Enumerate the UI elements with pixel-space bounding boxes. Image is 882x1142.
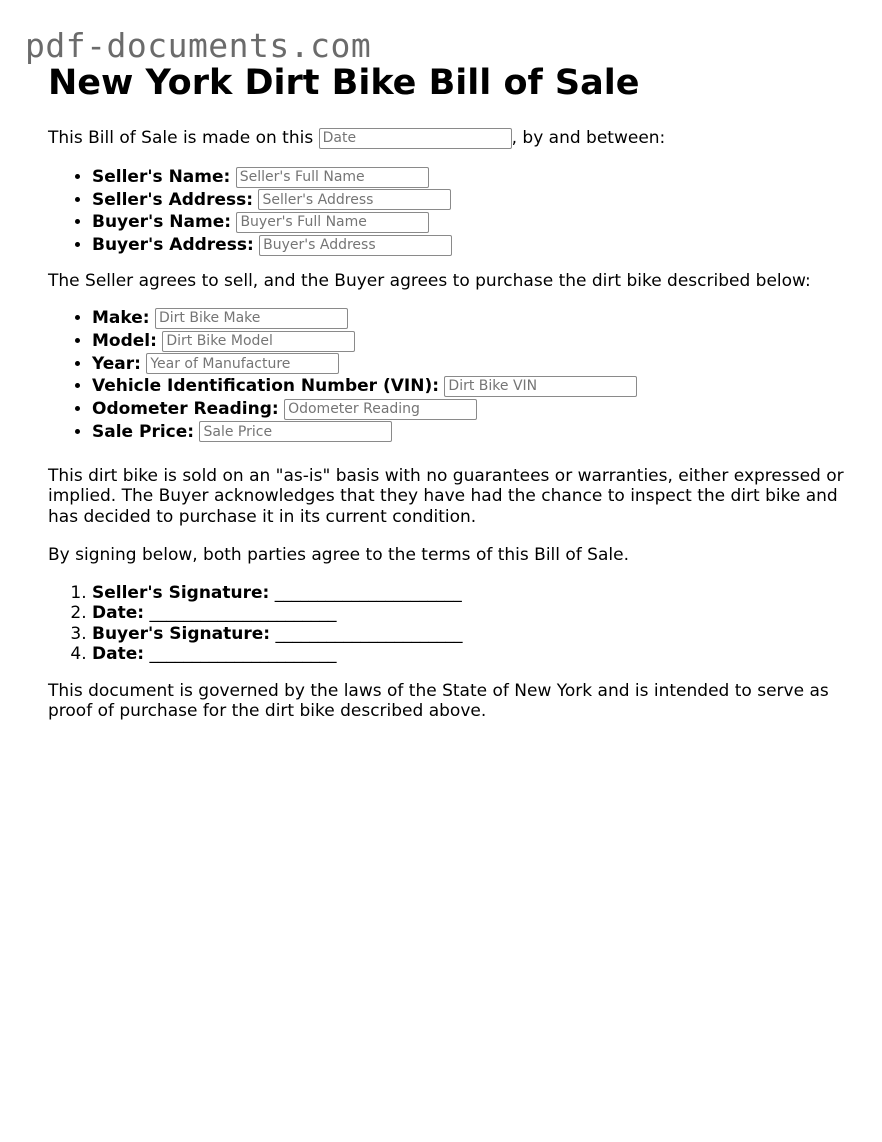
sign-intro-paragraph: By signing below, both parties agree to the terms of this Bill of Sale. bbox=[48, 545, 629, 566]
document-body bbox=[48, 58, 848, 722]
year-input[interactable] bbox=[146, 353, 339, 374]
buyer-address-input[interactable] bbox=[259, 235, 452, 256]
list-item bbox=[92, 421, 848, 444]
sale-price-input[interactable] bbox=[199, 421, 392, 442]
list-item bbox=[92, 603, 848, 624]
list-item bbox=[92, 644, 848, 665]
bike-details-list bbox=[48, 307, 848, 443]
sale-price-label: Sale Price: bbox=[92, 421, 195, 442]
odometer-label: Odometer Reading: bbox=[92, 399, 279, 420]
make-input[interactable] bbox=[155, 308, 348, 329]
seller-date-label: Date: bbox=[92, 603, 145, 624]
as-is-paragraph: This dirt bike is sold on an "as-is" basis with no guarantees or warranties, either expressed or implied. The Buyer acknowledges that they have had the chance to inspect the dirt bike and has decided to purchase it in its current condition. bbox=[48, 465, 844, 527]
intro-before: This Bill of Sale is made on this bbox=[48, 128, 314, 148]
buyer-address-label: Buyer's Address: bbox=[92, 235, 254, 256]
watermark: pdf-documents.com bbox=[25, 26, 372, 65]
seller-name-label: Seller's Name: bbox=[92, 167, 231, 187]
list-item bbox=[92, 353, 848, 376]
vin-label: Vehicle Identification Number (VIN): bbox=[92, 376, 440, 397]
buyer-date-line[interactable]: ______________________ bbox=[149, 644, 337, 665]
page-title: New York Dirt Bike Bill of Sale bbox=[48, 63, 640, 103]
model-label: Model: bbox=[92, 331, 157, 352]
list-item bbox=[92, 330, 848, 353]
seller-address-input[interactable] bbox=[258, 189, 451, 210]
model-input[interactable] bbox=[162, 331, 355, 352]
buyer-name-label: Buyer's Name: bbox=[92, 212, 232, 233]
governing-law-paragraph: This document is governed by the laws of the State of New York and is intended to serve as proof of purchase for the dirt bike described above. bbox=[48, 680, 829, 722]
buyer-name-input[interactable] bbox=[236, 212, 429, 233]
list-item bbox=[92, 166, 848, 189]
list-item bbox=[92, 211, 848, 234]
signatures-list bbox=[48, 583, 848, 665]
odometer-input[interactable] bbox=[284, 399, 477, 420]
vin-input[interactable] bbox=[444, 376, 637, 397]
date-input[interactable] bbox=[319, 128, 512, 149]
list-item bbox=[92, 398, 848, 421]
year-label: Year: bbox=[92, 353, 141, 374]
list-item bbox=[92, 624, 848, 645]
buyer-signature-label: Buyer's Signature: bbox=[92, 623, 271, 644]
seller-address-label: Seller's Address: bbox=[92, 189, 254, 210]
list-item bbox=[92, 307, 848, 330]
parties-list bbox=[48, 166, 848, 257]
list-item bbox=[92, 375, 848, 398]
buyer-signature-line[interactable]: ______________________ bbox=[275, 623, 463, 644]
seller-signature-label: Seller's Signature: bbox=[92, 582, 270, 603]
seller-signature-line[interactable]: ______________________ bbox=[274, 582, 462, 603]
list-item bbox=[92, 583, 848, 604]
seller-date-line[interactable]: ______________________ bbox=[149, 603, 337, 624]
list-item bbox=[92, 189, 848, 212]
intro-after: , by and between: bbox=[511, 128, 666, 148]
buyer-date-label: Date: bbox=[92, 644, 145, 665]
describe-paragraph: The Seller agrees to sell, and the Buyer agrees to purchase the dirt bike described below: bbox=[48, 270, 811, 291]
intro-paragraph bbox=[48, 126, 848, 150]
seller-name-input[interactable] bbox=[236, 167, 429, 188]
make-label: Make: bbox=[92, 308, 150, 329]
list-item bbox=[92, 234, 848, 257]
